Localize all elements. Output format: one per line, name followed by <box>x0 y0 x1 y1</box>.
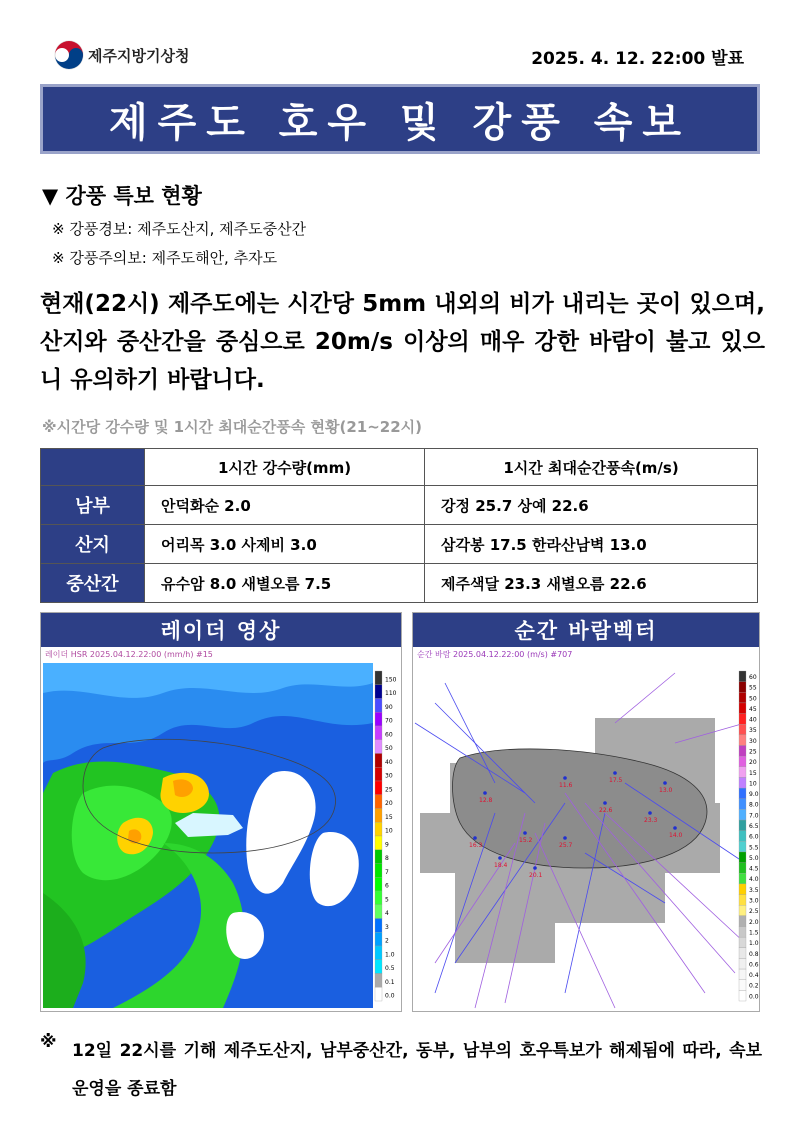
colorbar-label: 8.0 <box>749 801 759 809</box>
wind-station-dot <box>473 836 477 840</box>
colorbar-label: 90 <box>385 703 393 711</box>
colorbar-swatch <box>739 735 746 746</box>
government-emblem-icon <box>52 38 92 72</box>
colorbar-swatch <box>739 980 746 991</box>
wind-station-label: 18.4 <box>494 862 508 869</box>
colorbar-swatch <box>375 767 382 781</box>
colorbar-label: 3.5 <box>749 886 759 894</box>
colorbar-label: 2.0 <box>749 918 759 926</box>
agency-name: 제주지방기상청 <box>88 47 190 65</box>
colorbar-swatch <box>739 682 746 693</box>
radar-panel <box>40 612 402 1012</box>
colorbar-label: 8 <box>385 855 389 863</box>
colorbar-swatch <box>739 926 746 937</box>
colorbar-label: 7.0 <box>749 812 759 820</box>
wind-station-label: 25.7 <box>559 842 573 849</box>
colorbar-label: 40 <box>385 758 393 766</box>
wind-image <box>415 663 757 1008</box>
colorbar-swatch <box>375 905 382 919</box>
table-row <box>41 525 758 564</box>
wind-station-label: 16.3 <box>469 842 483 849</box>
colorbar-label: 70 <box>385 717 393 725</box>
colorbar-swatch <box>375 685 382 699</box>
row-region: 산지 <box>41 525 145 564</box>
wind-station-dot <box>498 856 502 860</box>
colorbar-swatch <box>739 831 746 842</box>
wind-station-dot <box>483 791 487 795</box>
row-wind: 제주색달 23.3 새별오름 22.6 <box>425 564 758 603</box>
radar-panel-title: 레이더 영상 <box>41 613 401 647</box>
wind-station-label: 12.8 <box>479 797 493 804</box>
colorbar-swatch <box>739 799 746 810</box>
row-region: 남부 <box>41 486 145 525</box>
colorbar-label: 4.0 <box>749 876 759 884</box>
colorbar-label: 0.4 <box>749 972 759 980</box>
colorbar-label: 4.5 <box>749 865 759 873</box>
table-row <box>41 564 758 603</box>
colorbar-swatch <box>739 905 746 916</box>
table-caption: ※시간당 강수량 및 1시간 최대순간풍속 현황(21~22시) <box>42 418 422 436</box>
colorbar-label: 2 <box>385 937 389 945</box>
advisory-note: ※ 강풍주의보: 제주도해안, 추자도 <box>52 249 278 267</box>
colorbar-swatch <box>739 841 746 852</box>
colorbar-swatch <box>375 754 382 768</box>
footer-mark: ※ <box>40 1032 57 1052</box>
wind-map <box>415 663 757 1008</box>
colorbar-label: 20 <box>385 800 393 808</box>
radar-image <box>43 663 399 1008</box>
wind-station-label: 15.2 <box>519 837 533 844</box>
issue-date: 2025. 4. 12. 22:00 발표 <box>531 49 744 69</box>
colorbar-swatch <box>739 937 746 948</box>
wind-subtitle: 순간 바람 2025.04.12.22:00 (m/s) #707 <box>417 650 573 659</box>
wind-station-dot <box>613 771 617 775</box>
colorbar-label: 2.5 <box>749 908 759 916</box>
colorbar-label: 3.0 <box>749 897 759 905</box>
colorbar-swatch <box>375 781 382 795</box>
colorbar-label: 25 <box>749 748 757 756</box>
colorbar-swatch <box>375 987 382 1001</box>
colorbar-label: 9 <box>385 841 389 849</box>
wind-station-label: 20.1 <box>529 872 543 879</box>
wind-station-label: 17.5 <box>609 777 623 784</box>
colorbar-swatch <box>739 916 746 927</box>
colorbar-label: 45 <box>749 705 757 713</box>
colorbar-label: 55 <box>749 684 757 692</box>
radar-map <box>43 663 399 1008</box>
colorbar-label: 40 <box>749 716 757 724</box>
colorbar-swatch <box>375 974 382 988</box>
colorbar-swatch <box>375 795 382 809</box>
colorbar-swatch <box>375 671 382 685</box>
colorbar-swatch <box>375 809 382 823</box>
colorbar-swatch <box>739 788 746 799</box>
colorbar-swatch <box>739 969 746 980</box>
colorbar-label: 5 <box>385 896 389 904</box>
colorbar-label: 0.8 <box>749 950 759 958</box>
colorbar-label: 0.2 <box>749 982 759 990</box>
colorbar-label: 5.5 <box>749 844 759 852</box>
colorbar-label: 7 <box>385 868 389 876</box>
wind-panel-title: 순간 바람벡터 <box>413 613 759 647</box>
colorbar-swatch <box>739 714 746 725</box>
colorbar-label: 60 <box>749 673 757 681</box>
header-wind: 1시간 최대순간풍속(m/s) <box>425 449 758 486</box>
footer-text: 12일 22시를 기해 제주도산지, 남부중산간, 동부, 남부의 호우특보가 해제됨에 따라, 속보 운영을 종료함 <box>72 1041 762 1099</box>
colorbar-label: 6.5 <box>749 823 759 831</box>
colorbar-label: 1.5 <box>749 929 759 937</box>
header-rain: 1시간 강수량(mm) <box>145 449 425 486</box>
wind-station-label: 13.0 <box>659 787 673 794</box>
colorbar-swatch <box>375 699 382 713</box>
wind-station-dot <box>603 801 607 805</box>
section-title: ▼ 강풍 특보 현황 <box>42 184 202 208</box>
colorbar-swatch <box>375 891 382 905</box>
table-row <box>41 486 758 525</box>
wind-station-label: 14.0 <box>669 832 683 839</box>
colorbar-swatch <box>375 877 382 891</box>
colorbar-label: 0.0 <box>749 993 759 1001</box>
colorbar-swatch <box>739 777 746 788</box>
wind-station-dot <box>648 811 652 815</box>
wind-station-dot <box>563 836 567 840</box>
wind-station-dot <box>523 831 527 835</box>
summary-text: 현재(22시) 제주도에는 시간당 5mm 내외의 비가 내리는 곳이 있으며, 산지와 중산간을 중심으로 20m/s 이상의 매우 강한 바람이 불고 있으니 유의하기 바랍니다. <box>40 291 765 393</box>
row-rain: 어리목 3.0 사제비 3.0 <box>145 525 425 564</box>
colorbar-swatch <box>375 822 382 836</box>
colorbar-label: 0.0 <box>385 992 395 1000</box>
observation-table <box>40 448 758 603</box>
colorbar-label: 20 <box>749 759 757 767</box>
colorbar-label: 15 <box>749 769 757 777</box>
colorbar-label: 6 <box>385 882 389 890</box>
wind-station-label: 22.6 <box>599 807 613 814</box>
colorbar-swatch <box>739 958 746 969</box>
colorbar-swatch <box>375 740 382 754</box>
colorbar-swatch <box>739 692 746 703</box>
colorbar-swatch <box>375 726 382 740</box>
colorbar-label: 0.1 <box>385 978 395 986</box>
radar-subtitle: 레이더 HSR 2025.04.12.22:00 (mm/h) #15 <box>45 650 213 659</box>
colorbar-swatch <box>739 703 746 714</box>
wind-colorbar <box>739 671 759 1001</box>
colorbar-swatch <box>375 960 382 974</box>
colorbar-label: 10 <box>385 827 393 835</box>
colorbar-swatch <box>375 712 382 726</box>
colorbar-label: 0.6 <box>749 961 759 969</box>
colorbar-label: 5.0 <box>749 854 759 862</box>
colorbar-label: 35 <box>749 727 757 735</box>
colorbar-swatch <box>375 919 382 933</box>
colorbar-swatch <box>375 850 382 864</box>
row-rain: 안덕화순 2.0 <box>145 486 425 525</box>
colorbar-label: 6.0 <box>749 833 759 841</box>
wind-station-dot <box>663 781 667 785</box>
colorbar-label: 50 <box>749 695 757 703</box>
warning-note: ※ 강풍경보: 제주도산지, 제주도중산간 <box>52 220 307 238</box>
table-corner <box>41 449 145 486</box>
wind-station-dot <box>533 866 537 870</box>
wind-station-label: 23.3 <box>644 817 658 824</box>
colorbar-swatch <box>739 948 746 959</box>
wind-station-dot <box>673 826 677 830</box>
radar-colorbar <box>375 671 397 1001</box>
wind-station-label: 11.6 <box>559 782 573 789</box>
page-title: 제주도 호우 및 강풍 속보 <box>108 99 692 146</box>
colorbar-swatch <box>739 884 746 895</box>
colorbar-swatch <box>739 746 746 757</box>
colorbar-label: 60 <box>385 731 393 739</box>
colorbar-swatch <box>739 756 746 767</box>
row-wind: 삼각봉 17.5 한라산남벽 13.0 <box>425 525 758 564</box>
colorbar-swatch <box>739 671 746 682</box>
colorbar-label: 50 <box>385 745 393 753</box>
colorbar-swatch <box>375 946 382 960</box>
colorbar-swatch <box>375 836 382 850</box>
row-region: 중산간 <box>41 564 145 603</box>
colorbar-label: 9.0 <box>749 791 759 799</box>
colorbar-label: 30 <box>385 772 393 780</box>
colorbar-swatch <box>375 864 382 878</box>
colorbar-label: 1.0 <box>385 951 395 959</box>
colorbar-swatch <box>739 767 746 778</box>
row-rain: 유수암 8.0 새별오름 7.5 <box>145 564 425 603</box>
colorbar-swatch <box>739 809 746 820</box>
title-banner <box>40 84 760 154</box>
colorbar-label: 10 <box>749 780 757 788</box>
colorbar-label: 150 <box>385 676 397 684</box>
colorbar-swatch <box>739 852 746 863</box>
colorbar-label: 4 <box>385 910 389 918</box>
colorbar-label: 110 <box>385 690 397 698</box>
colorbar-swatch <box>375 932 382 946</box>
colorbar-swatch <box>739 820 746 831</box>
colorbar-label: 15 <box>385 813 393 821</box>
colorbar-label: 0.5 <box>385 965 395 973</box>
colorbar-swatch <box>739 990 746 1001</box>
colorbar-swatch <box>739 863 746 874</box>
colorbar-label: 1.0 <box>749 940 759 948</box>
colorbar-swatch <box>739 873 746 884</box>
wind-panel <box>412 612 760 1012</box>
table-header-row <box>41 449 758 486</box>
colorbar-label: 3 <box>385 923 389 931</box>
colorbar-label: 30 <box>749 737 757 745</box>
colorbar-swatch <box>739 724 746 735</box>
colorbar-swatch <box>739 895 746 906</box>
colorbar-label: 25 <box>385 786 393 794</box>
wind-station-dot <box>563 776 567 780</box>
row-wind: 강정 25.7 상예 22.6 <box>425 486 758 525</box>
